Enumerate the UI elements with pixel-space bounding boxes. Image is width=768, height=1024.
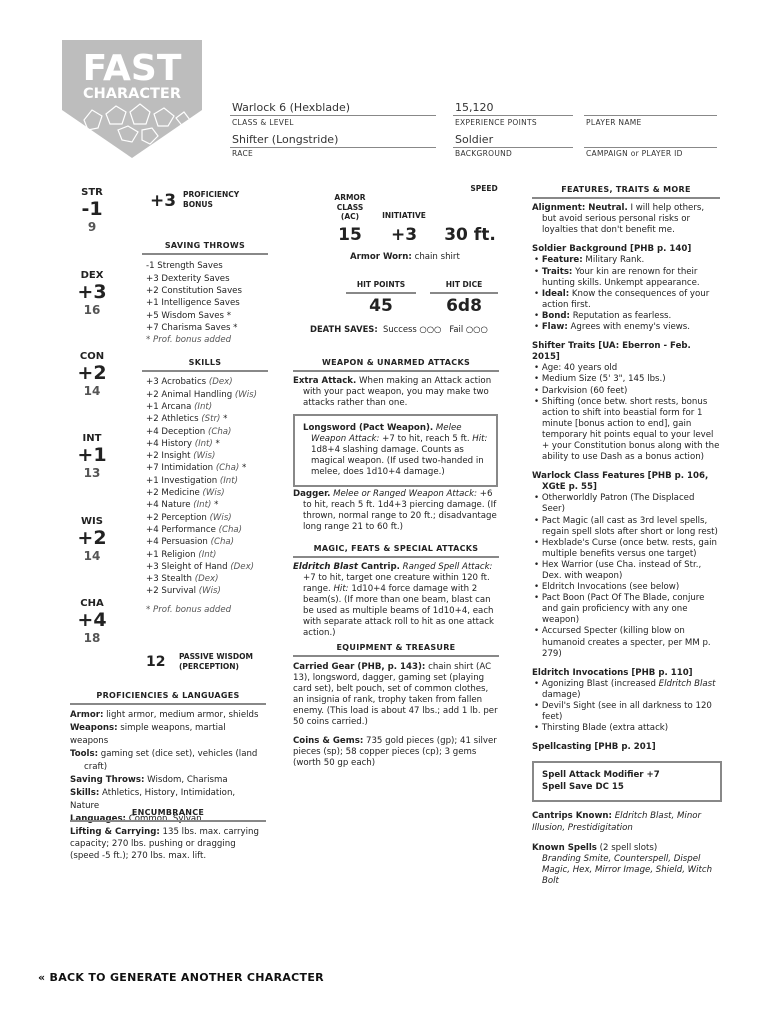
death-success-circles: ○○○ <box>419 324 442 334</box>
background-label: BACKGROUND <box>455 149 513 158</box>
skill-item: +2 Medicine (Wis) <box>146 488 225 499</box>
skill-item: +2 Survival (Wis) <box>146 586 221 597</box>
shifter-title: Shifter Traits [UA: Eberron - Feb. 2015] <box>532 341 691 363</box>
skills-note: * Prof. bonus added <box>146 604 232 615</box>
spellcasting-title: Spellcasting [PHB p. 201] <box>532 742 656 753</box>
skill-item: +3 Acrobatics (Dex) <box>146 377 233 388</box>
ability-int: INT +1 13 <box>77 433 107 480</box>
hit-points-label: HIT POINTS <box>346 280 416 294</box>
features-section: FEATURES, TRAITS & MORE Alignment: Neutral. I will help others, but avoid serious personal risks or loyalties that don't benefit me. Soldier Background [PHB p. 140] • Feature: Military Rank. • Traits: Your kin are renown for their hunting skills. Unkempt appearance. • Ideal: Know the consequences of your action first. • Bond: Reputation as fearless. • Flaw: Agrees with enemy's views. Shifter Traits [UA: Eberron - Feb. 2015] • Age: 40 years old • Medium Size (5' 3", 145 lbs.) • Darkvision (60 feet) • Shifting (once betw. short rests, bonus action to shift into beastial form for 1 minute [bonus action to end], gain temporary hit points equal to your level + your Constitution bonus along with the ability to use Dash as a bonus action) Warlock Class Features [PHB p. 106, XGtE p. 55] • Otherworldly Patron (The Displaced Seer) • Pact Magic (all cast as 3rd level spells, regain spell slots after short or long rest) • Hexblade's Curse (once betw. rests, gain multiple benefits versus one target) • Hex Warrior (use Cha. instead of Str., Dex. with weapon) • Eldritch Invocations (see below) • Pact Boon (Pact Of The Blade, conjure and gain proficiency with any one weapon) • Accursed Specter (killing blow on humanoid creates a specter, per MM p. 279) Eldritch Invocations [PHB p. 110] • Agonizing Blast (increased Eldritch Blast damage) • Devil's Sight (see in all darkness to 120 feet) • Thirsting Blade (extra attack) Spellcasting [PHB p. 201] Spell Attack Modifier +7 Spell Save DC 15 Cantrips Known: Eldritch Blast, Minor Illusion, Prestidigitation Known Spells (2 spell slots) Branding Smite, Counterspell, Dispel Magic, Hex, Mirror Image, Shield, Witch Bolt <box>532 184 720 887</box>
saving-throws-section <box>142 241 268 346</box>
death-fail-circles: ○○○ <box>465 324 488 334</box>
dagger-attack: Dagger. Melee or Ranged Weapon Attack: +6 to hit, reach 5 ft. 1d4+3 piercing damage. (If thrown, normal range to 20 ft.; disadvantage long range 21 to 60 ft.) <box>293 489 497 532</box>
hit-dice-value: 6d8 <box>446 296 482 316</box>
known-spells: Branding Smite, Counterspell, Dispel Magic, Hex, Mirror Image, Shield, Witch Bolt <box>542 853 713 886</box>
skill-item: +3 Sleight of Hand (Dex) <box>146 561 255 572</box>
ability-con: CON +2 14 <box>77 351 107 398</box>
class-level-label: CLASS & LEVEL <box>232 118 294 127</box>
ability-cha: CHA +4 18 <box>77 598 107 645</box>
skill-item: +1 Religion (Int) <box>146 549 217 560</box>
race-value: Shifter (Longstride) <box>232 133 339 146</box>
save-item: -1 Strength Saves <box>146 261 223 272</box>
skill-item: +4 Nature (Int) * <box>146 500 219 511</box>
proficiency-bonus-value: +3 <box>150 191 177 211</box>
skill-item: +4 Performance (Cha) <box>146 524 243 535</box>
spell-save-dc: Spell Save DC 15 <box>542 781 624 792</box>
death-saves: DEATH SAVES: Success ○○○ Fail ○○○ <box>310 324 488 334</box>
skill-item: +1 Investigation (Int) <box>146 475 238 486</box>
encumbrance-section: ENCUMBRANCE Lifting & Carrying: 135 lbs. max. carrying capacity; 270 lbs. pushing or dragging (speed -5 ft.); 270 lbs. max. lift. <box>70 808 266 862</box>
xp-label: EXPERIENCE POINTS <box>455 118 537 127</box>
skill-item: +4 Persuasion (Cha) <box>146 537 235 548</box>
prof-lang-title: PROFICIENCIES & LANGUAGES <box>70 691 266 705</box>
skill-item: +4 Deception (Cha) <box>146 426 232 437</box>
skill-item: +3 Stealth (Dex) <box>146 574 219 585</box>
campaign-label: CAMPAIGN or PLAYER ID <box>586 149 683 158</box>
logo-line2: CHARACTER <box>83 86 181 102</box>
longsword-box: Longsword (Pact Weapon). Melee Weapon Attack: +7 to hit, reach 5 ft. Hit: 1d8+4 slashing damage. Counts as magical weapon. (If used two-handed in melee, does 1d10+4 damage.) <box>293 414 498 487</box>
attacks-section: WEAPON & UNARMED ATTACKS Extra Attack. When making an Attack action with your pact weapon, you may make two attacks rather than one. <box>293 358 499 409</box>
skill-item: +1 Arcana (Int) <box>146 401 213 412</box>
soldier-title: Soldier Background [PHB p. 140] <box>532 244 692 255</box>
race-label: RACE <box>232 149 254 158</box>
features-title: FEATURES, TRAITS & MORE <box>532 184 720 199</box>
skill-item: +4 History (Int) * <box>146 438 220 449</box>
save-item: +1 Intelligence Saves <box>146 298 240 309</box>
speed-value: 30 ft. <box>444 225 496 245</box>
save-item: +5 Wisdom Saves * <box>146 310 231 321</box>
invocations-title: Eldritch Invocations [PHB p. 110] <box>532 667 693 678</box>
hit-dice-label: HIT DICE <box>430 280 498 294</box>
armor-worn: Armor Worn: chain shirt <box>350 252 460 262</box>
armor-class-label: ARMOR CLASS (AC) <box>334 193 366 221</box>
spell-attack-modifier: Spell Attack Modifier +7 <box>542 770 660 781</box>
passive-wisdom-label: PASSIVE WISDOM (PERCEPTION) <box>179 652 253 671</box>
player-name-label: PLAYER NAME <box>586 118 642 127</box>
xp-value: 15,120 <box>455 101 494 114</box>
skill-item: +2 Animal Handling (Wis) <box>146 389 257 400</box>
magic-section: MAGIC, FEATS & SPECIAL ATTACKS Eldritch Blast Cantrip. Ranged Spell Attack: +7 to hit, target one creature within 120 ft. range. Hit: 1d10+4 force damage with 2 beam(s). (If more than one beam, blast can be used as multiple beams of 1d10+4, each with separate attack roll to hit as one attack action.) <box>293 544 499 639</box>
equipment-title: EQUIPMENT & TREASURE <box>293 643 499 657</box>
save-note: * Prof. bonus added <box>146 335 232 346</box>
saving-throws-title: SAVING THROWS <box>142 241 268 255</box>
hit-points-value: 45 <box>369 296 393 316</box>
initiative-label: INITIATIVE <box>382 211 426 220</box>
attacks-title: WEAPON & UNARMED ATTACKS <box>293 358 499 372</box>
skill-item: +7 Intimidation (Cha) * <box>146 463 247 474</box>
ability-dex: DEX +3 16 <box>77 270 107 317</box>
background-value: Soldier <box>455 133 494 146</box>
passive-wisdom-value: 12 <box>146 654 166 670</box>
ability-wis: WIS +2 14 <box>77 516 107 563</box>
back-to-generate-link[interactable]: « BACK TO GENERATE ANOTHER CHARACTER <box>38 971 324 984</box>
initiative-value: +3 <box>390 225 418 245</box>
skills-title: SKILLS <box>142 358 268 372</box>
save-item: +2 Constitution Saves <box>146 285 242 296</box>
warlock-title: Warlock Class Features [PHB p. 106, XGtE p. 55] <box>532 471 709 493</box>
ability-str: STR -1 9 <box>81 187 103 234</box>
armor-class-value: 15 <box>338 225 362 245</box>
class-level-value: Warlock 6 (Hexblade) <box>232 101 351 114</box>
proficiency-bonus-label: PROFICIENCY BONUS <box>183 190 240 209</box>
spell-stats-box <box>532 761 722 802</box>
skill-item: +2 Perception (Wis) <box>146 512 232 523</box>
equipment-section: EQUIPMENT & TREASURE Carried Gear (PHB, p. 143): chain shirt (AC 13), longsword, dagger, gaming set (playing card set), belt pouch, set of common clothes, an insignia of rank, trophy taken from fallen enemy. (This load is about 47 lbs.; add 1 lb. per 50 coins carried.) Coins & Gems: 735 gold pieces (gp); 41 silver pieces (sp); 58 copper pieces (cp); 3 gems (worth 50 gp each) <box>293 643 498 769</box>
skills-section <box>142 358 268 616</box>
save-item: +7 Charisma Saves * <box>146 322 238 333</box>
magic-title: MAGIC, FEATS & SPECIAL ATTACKS <box>293 544 499 558</box>
logo-line1: FAST <box>82 48 182 89</box>
fast-character-logo <box>62 40 202 160</box>
skill-item: +2 Insight (Wis) <box>146 451 216 462</box>
skill-item: +2 Athletics (Str) * <box>146 414 228 425</box>
speed-label: SPEED <box>470 184 498 193</box>
encumbrance-title: ENCUMBRANCE <box>70 808 266 822</box>
proficiencies-languages-section: PROFICIENCIES & LANGUAGES Armor: light armor, medium armor, shields Weapons: simple weapons, martial weapons Tools: gaming set (dice set), vehicles (land craft) Saving Throws: Wisdom, Charisma Skills: Athletics, History, Intimidation, Nature Languages: Common, Sylvan <box>70 691 266 826</box>
save-item: +3 Dexterity Saves <box>146 273 230 284</box>
